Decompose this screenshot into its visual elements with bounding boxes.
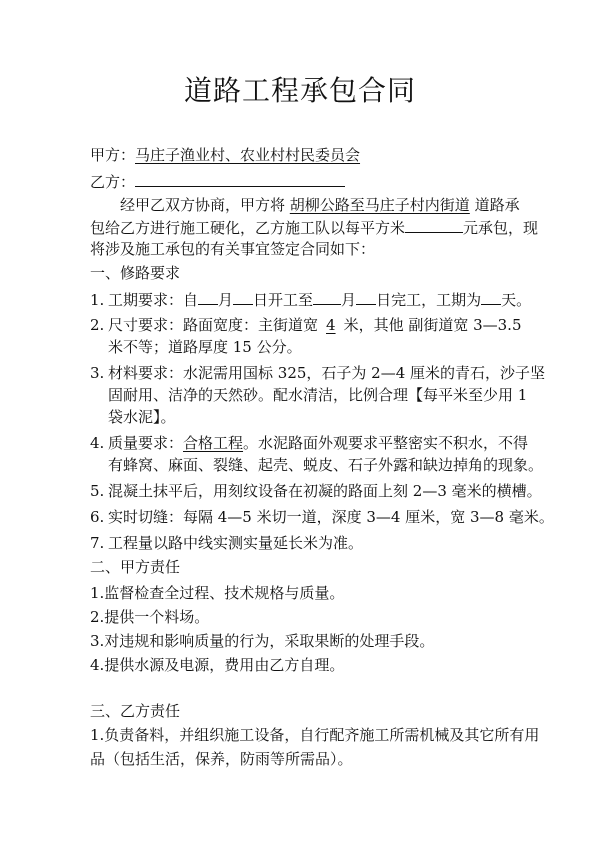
party-b-blank (135, 170, 345, 187)
req-item-4-text: 质量要求： (108, 434, 184, 452)
req-item-6 (90, 506, 554, 528)
end-month-blank (313, 288, 341, 305)
section-3-heading: 三、乙方责任 (90, 702, 181, 720)
req-item-7-text: 工程量以路中线实测实量延长米为准。 (108, 534, 364, 552)
party-b-label: 乙方： (90, 173, 136, 191)
req-item-5 (90, 480, 542, 502)
intro-text-4: 元承包，现 (463, 219, 539, 237)
req-item-6-number: 6. (90, 508, 105, 526)
req-item-7-number: 7. (90, 534, 105, 552)
party-a-duty-2: 2.提供一个料场。 (90, 608, 210, 626)
req-item-1-text: 工期要求：自 (108, 291, 199, 309)
intro-text-1: 经甲乙双方协商，甲方将 (120, 196, 286, 214)
req-item-4-text-b: 。水泥路面外观要求平整密实不积水，不得 (243, 434, 529, 452)
req-item-3-cont-1: 固耐用、洁净的天然砂。配水清洁，比例合理【每平米至少用 1 (108, 386, 528, 404)
main-street-width: 4 (326, 316, 336, 334)
party-a-duty-3: 3.对违规和影响质量的行为，采取果断的处理手段。 (90, 632, 435, 650)
req-item-4 (90, 432, 528, 454)
intro-line-1 (120, 194, 520, 216)
req-item-6-text: 实时切缝：每隔 4—5 米切一道，深度 3—4 厘米，宽 3—8 毫米。 (108, 508, 554, 526)
party-b-duty-1-cont: 品（包括生活，保养，防雨等所需品）。 (90, 750, 353, 768)
intro-line-3: 将涉及施工承包的有关事宜签定合同如下： (90, 240, 376, 258)
req-item-2 (90, 314, 522, 336)
document-title: 道路工程承包合同 (183, 74, 416, 107)
req-item-1 (90, 288, 531, 311)
party-a-duty-1: 1.监督检查全过程、技术规格与质量。 (90, 584, 345, 602)
intro-road-name: 胡柳公路至马庄子村内街道 (289, 196, 470, 214)
req-item-5-number: 5. (90, 482, 105, 500)
section-1-heading: 一、修路要求 (90, 264, 181, 282)
req-item-3-number: 3. (90, 364, 105, 382)
req-item-3-text: 材料要求：水泥需用国标 325，石子为 2—4 厘米的青石，沙子坚 (108, 364, 546, 382)
req-item-4-number: 4. (90, 434, 105, 452)
intro-text-3: 包给乙方进行施工硬化，乙方施工队以每平方米 (90, 219, 406, 237)
party-a-label: 甲方： (90, 146, 136, 164)
start-day-blank (233, 288, 253, 305)
intro-line-2 (90, 216, 538, 239)
end-day-label: 日完工，工期为 (376, 291, 482, 309)
req-item-2-text: 尺寸要求：路面宽度：主街道宽 (108, 316, 319, 334)
price-blank (405, 216, 463, 233)
req-item-2-text-b: 米，其他 副街道宽 3—3.5 (343, 316, 522, 334)
start-day-label: 日开工至 (253, 291, 314, 309)
req-item-3 (90, 362, 545, 384)
start-month-blank (198, 288, 218, 305)
req-item-3-cont-2: 袋水泥】。 (108, 408, 176, 426)
party-a-duty-4: 4.提供水源及电源，费用由乙方自理。 (90, 656, 345, 674)
req-item-5-text: 混凝土抹平后，用刻纹设备在初凝的路面上刻 2—3 毫米的横槽。 (108, 482, 542, 500)
party-b-line (90, 170, 345, 193)
party-b-duty-1: 1.负责备料，并组织施工设备，自行配齐施工所需机械及其它所有用 (90, 726, 540, 744)
req-item-2-cont: 米不等；道路厚度 15 公分。 (108, 338, 302, 356)
party-a-line (90, 144, 360, 166)
end-day-blank (356, 288, 376, 305)
intro-text-2: 道路承 (474, 196, 520, 214)
quality-standard: 合格工程 (183, 434, 244, 452)
req-item-1-number: 1. (90, 291, 105, 309)
req-item-2-number: 2. (90, 316, 105, 334)
req-item-7 (90, 532, 363, 554)
section-2-heading: 二、甲方责任 (90, 558, 181, 576)
duration-blank (481, 288, 501, 305)
start-month-label: 月 (218, 291, 234, 309)
party-a-name: 马庄子渔业村、农业村村民委员会 (135, 146, 361, 164)
req-item-4-cont: 有蜂窝、麻面、裂缝、起壳、蜕皮、石子外露和缺边掉角的现象。 (108, 456, 544, 474)
duration-label: 天。 (501, 291, 532, 309)
end-month-label: 月 (341, 291, 357, 309)
